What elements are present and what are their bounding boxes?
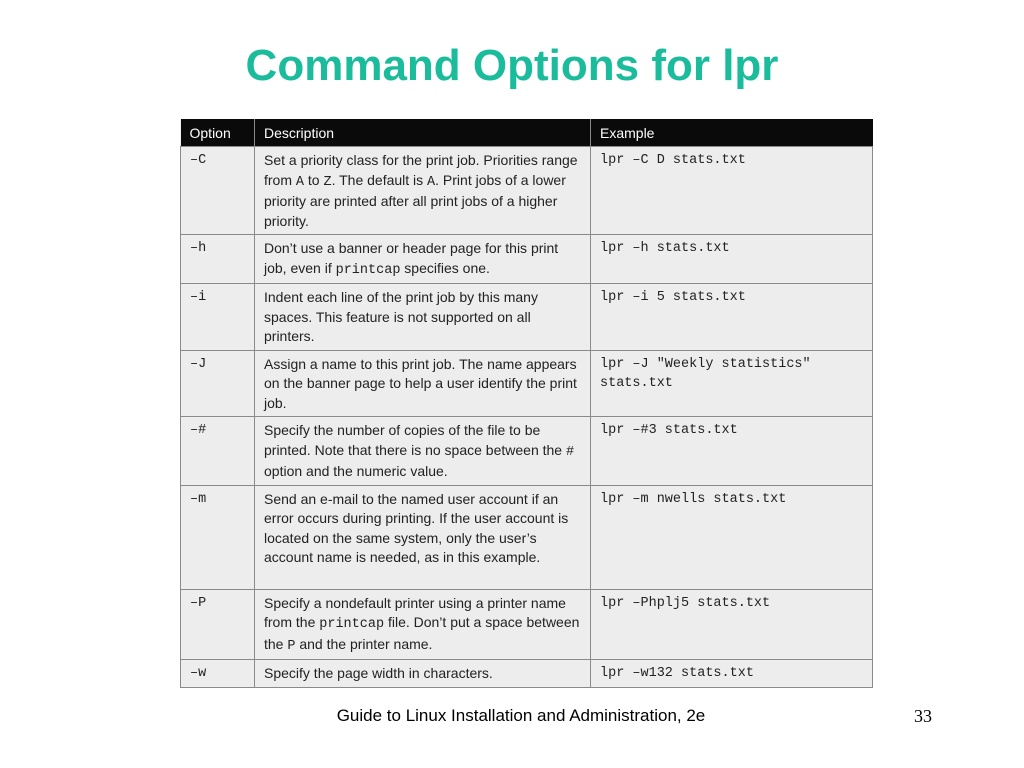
example-cell: lpr –m nwells stats.txt	[591, 485, 873, 589]
description-code: A	[295, 174, 304, 190]
description-text: . Print jobs of a lower priority are printed after all print jobs of a higher priority.	[264, 171, 566, 229]
header-row	[181, 119, 873, 147]
table-row	[181, 660, 873, 688]
description-cell	[255, 350, 591, 417]
description-code: P	[287, 638, 296, 654]
description-cell	[255, 284, 591, 351]
example-cell: lpr –C D stats.txt	[591, 147, 873, 235]
description-text: Assign a name to this print job. The name appears on the banner page to help a user identify the print job.	[264, 355, 577, 411]
table-row	[181, 147, 873, 235]
description-cell	[255, 235, 591, 284]
example-cell: lpr –#3 stats.txt	[591, 417, 873, 486]
table-row	[181, 485, 873, 589]
table-row	[181, 417, 873, 486]
example-cell: lpr –w132 stats.txt	[591, 660, 873, 688]
description-cell	[255, 660, 591, 688]
option-cell: –i	[181, 284, 255, 351]
footer-text: Guide to Linux Installation and Administration, 2e	[336, 706, 706, 725]
description-code: printcap	[319, 617, 385, 632]
description-text: specifies one.	[400, 259, 490, 276]
table-body	[181, 147, 873, 688]
description-cell	[255, 485, 591, 589]
description-text: Specify the page width in characters.	[264, 665, 493, 681]
description-cell	[255, 417, 591, 486]
option-cell: –#	[181, 417, 255, 486]
description-text: Don’t use a banner or header page for this print job, even if	[264, 240, 559, 276]
description-text: Set a priority class for the print job. Priorities range from	[264, 152, 578, 188]
description-text: Send an e-mail to the named user account if an error occurs during printing. If the user account is located on the same system, only the user’s account name is needed, as in this example.	[264, 490, 569, 565]
header-option: Option	[181, 119, 255, 147]
description-text: option and the numeric value.	[264, 463, 448, 479]
example-cell: lpr –h stats.txt	[591, 235, 873, 284]
option-cell: –C	[181, 147, 255, 235]
description-code: A	[427, 174, 436, 190]
option-cell: –h	[181, 235, 255, 284]
example-cell: lpr –Phplj5 stats.txt	[591, 589, 873, 660]
description-text: . The default is	[331, 171, 428, 188]
slide-title: Command Options for lpr	[245, 41, 779, 90]
description-text: Specify a nondefault printer using a printer name from the	[264, 594, 566, 630]
description-text: and the printer name.	[295, 635, 433, 652]
description-text: Specify the number of copies of the file to be printed. Note that there is no space between the	[264, 422, 566, 458]
option-cell: –m	[181, 485, 255, 589]
header-description: Description	[255, 119, 591, 147]
option-cell: –w	[181, 660, 255, 688]
example-cell: lpr –i 5 stats.txt	[591, 284, 873, 351]
table-row	[181, 350, 873, 417]
header-example: Example	[591, 119, 873, 147]
table-row	[181, 589, 873, 660]
description-code: #	[565, 444, 575, 460]
option-cell: –J	[181, 350, 255, 417]
description-text: file. Don’t put a space between the	[264, 614, 580, 652]
description-text: Indent each line of the print job by this many spaces. This feature is not supported on all printers.	[264, 289, 538, 344]
description-cell	[255, 147, 591, 235]
table-row	[181, 235, 873, 284]
example-cell: lpr –J "Weekly statistics" stats.txt	[591, 350, 873, 417]
description-cell	[255, 589, 591, 660]
description-code: printcap	[335, 262, 401, 278]
page-number: 33	[914, 706, 932, 726]
description-text: to	[304, 171, 324, 188]
description-code: Z	[323, 174, 332, 190]
options-table	[180, 119, 873, 688]
option-cell: –P	[181, 589, 255, 660]
table-row	[181, 284, 873, 351]
